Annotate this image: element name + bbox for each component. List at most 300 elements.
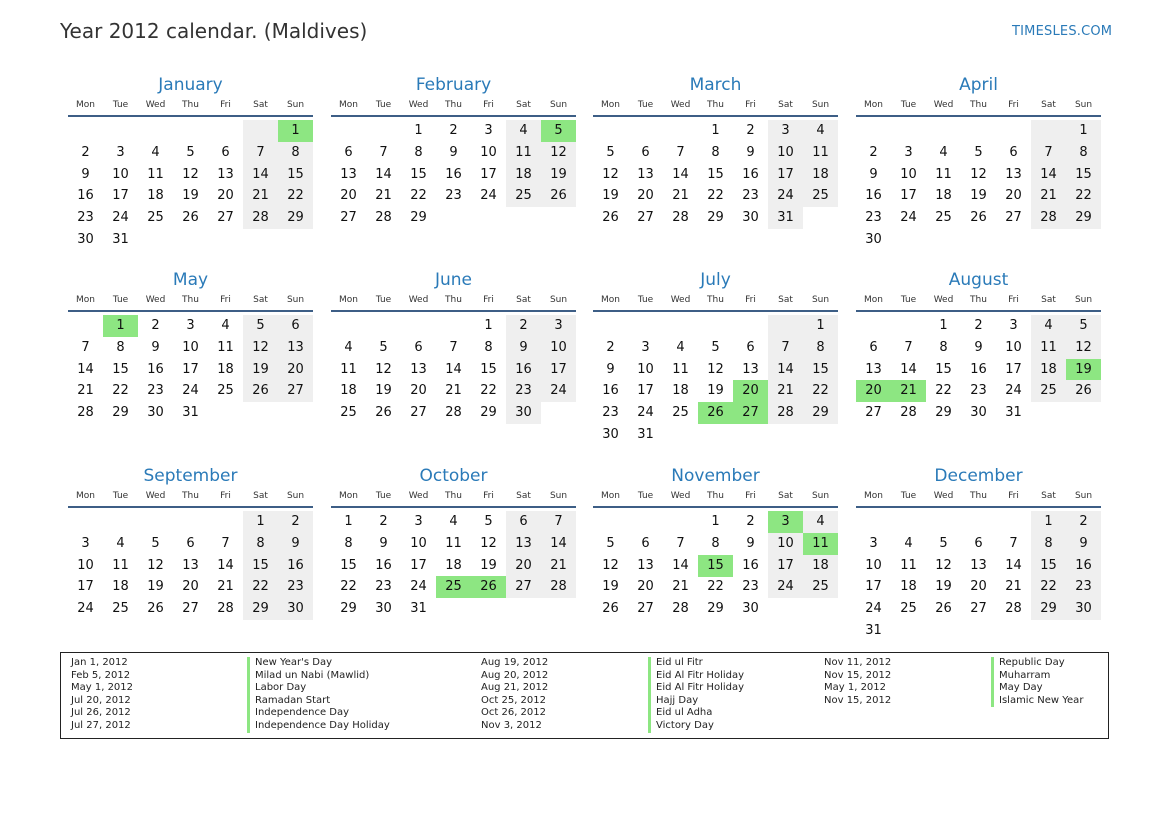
day-cell: 6 [186,535,195,551]
day-cell: 9 [1066,533,1101,555]
day-cell: 9 [379,535,388,551]
day-cell: 2 [746,514,755,529]
weekday-label: Fri [220,100,231,110]
weekday-header [68,100,313,112]
weekday-header [68,491,313,503]
day-cell: 30 [742,601,759,617]
day-cell: 21 [243,185,278,207]
day-cell: 9 [449,144,458,160]
day-cell: 3 [541,315,576,337]
day-cell: 21 [217,579,234,595]
holiday-day-cell: 11 [803,533,838,555]
day-cell: 2 [449,123,458,138]
month-title: October [419,466,488,486]
day-cell: 5 [939,535,948,551]
month-divider [593,310,838,312]
day-cell: 27 [506,576,541,598]
day-cell: 9 [151,339,160,355]
day-cell: 24 [768,185,803,207]
legend-names-column [247,657,390,733]
day-cell: 21 [77,383,94,399]
day-cell: 18 [935,188,952,204]
holiday-day-cell: 25 [436,576,471,598]
day-cell: 3 [484,123,493,138]
day-cell: 8 [1066,142,1101,164]
day-cell: 11 [506,142,541,164]
weekday-header [331,491,576,503]
day-cell: 7 [243,142,278,164]
day-cell: 21 [1005,579,1022,595]
day-cell: 21 [672,579,689,595]
weekday-label: Mon [601,491,620,501]
day-cell: 11 [935,166,952,182]
day-cell: 20 [637,579,654,595]
month-divider [331,310,576,312]
holiday-date: Aug 21, 2012 [481,682,549,694]
day-cell: 14 [217,557,234,573]
day-cell: 22 [935,383,952,399]
weekday-label: Mon [76,295,95,305]
legend-names-column [648,657,744,733]
weekday-label: Sun [286,491,305,501]
day-cell: 29 [935,405,952,421]
day-cell: 25 [900,601,917,617]
holiday-date: Aug 20, 2012 [481,669,549,681]
day-cell: 4 [803,511,838,533]
day-cell: 20 [217,188,234,204]
day-cell: 23 [602,405,619,421]
day-cell: 17 [480,166,497,182]
holiday-name: Hajj Day [648,695,744,708]
day-cell: 5 [606,535,615,551]
weekday-label: Thu [445,295,462,305]
day-cell: 18 [1031,359,1066,381]
day-cell: 25 [147,210,164,226]
holiday-date: Jul 20, 2012 [71,694,131,706]
weekday-label: Fri [483,100,494,110]
day-cell: 27 [1005,210,1022,226]
day-cell: 18 [147,188,164,204]
day-cell: 7 [676,535,685,551]
day-cell: 7 [768,337,803,359]
weekday-label: Mon [864,491,883,501]
month-divider [68,115,313,117]
holiday-date: Jan 1, 2012 [71,657,128,668]
day-cell: 29 [112,405,129,421]
day-cell: 8 [116,339,125,355]
weekday-label: Sun [286,100,305,110]
day-cell: 29 [707,210,724,226]
day-cell: 12 [375,361,392,377]
day-cell: 17 [77,579,94,595]
month-title: May [172,270,209,290]
empty-weekend-cell [243,120,278,142]
holiday-name: Eid ul Fitr [648,657,744,670]
weekday-label: Thu [445,100,462,110]
day-cell: 27 [278,380,313,402]
site-link[interactable]: TIMESLES.COM [1012,24,1113,39]
day-cell: 20 [182,579,199,595]
day-cell: 16 [278,555,313,577]
holiday-name: Eid Al Fitr Holiday [648,670,744,683]
weekday-label: Tue [637,100,654,110]
holiday-date: Aug 19, 2012 [481,657,549,668]
holiday-date: Nov 15, 2012 [824,669,892,681]
day-cell: 10 [410,535,427,551]
month-title: August [948,270,1009,290]
day-cell: 2 [151,318,160,333]
day-cell: 8 [711,144,720,160]
holiday-date: Oct 25, 2012 [481,694,546,706]
day-cell: 2 [506,315,541,337]
day-cell: 12 [935,557,952,573]
day-cell: 5 [974,144,983,160]
day-cell: 3 [904,144,913,160]
holiday-date: Jul 26, 2012 [71,707,131,719]
day-cell: 24 [1005,383,1022,399]
day-cell: 18 [445,557,462,573]
weekday-label: Fri [745,100,756,110]
month-divider [68,310,313,312]
holiday-name: Islamic New Year [991,695,1083,708]
day-cell: 30 [506,402,541,424]
weekday-label: Tue [112,100,129,110]
weekday-label: Tue [112,295,129,305]
weekday-label: Sun [549,491,568,501]
day-cell: 1 [1066,120,1101,142]
day-cell: 20 [340,188,357,204]
day-cell: 5 [1066,315,1101,337]
day-cell: 13 [970,557,987,573]
day-cell: 26 [1066,380,1101,402]
day-cell: 23 [865,210,882,226]
weekday-label: Wed [933,295,954,305]
day-cell: 19 [243,359,278,381]
day-cell: 7 [904,339,913,355]
day-cell: 2 [81,144,90,160]
day-cell: 30 [375,601,392,617]
day-cell: 6 [344,144,353,160]
day-cell: 18 [900,579,917,595]
day-cell: 9 [869,166,878,182]
month-divider [856,115,1101,117]
day-cell: 26 [935,601,952,617]
holiday-date: May 1, 2012 [71,682,134,694]
day-cell: 27 [410,405,427,421]
weekday-label: Sat [516,100,531,110]
weekday-label: Sun [1074,100,1093,110]
month-divider [856,310,1101,312]
day-cell: 17 [1005,361,1022,377]
day-cell: 12 [182,166,199,182]
day-cell: 8 [803,337,838,359]
day-cell: 15 [707,166,724,182]
holiday-day-cell: 15 [698,555,733,577]
day-cell: 10 [1005,339,1022,355]
month-divider [856,506,1101,508]
weekday-label: Mon [601,100,620,110]
day-cell: 11 [1031,337,1066,359]
holiday-name: Muharram [991,670,1083,683]
day-cell: 17 [410,557,427,573]
day-cell: 28 [1005,601,1022,617]
weekday-label: Thu [182,295,199,305]
weekday-label: Tue [375,100,392,110]
day-cell: 19 [147,579,164,595]
weekday-label: Fri [1008,491,1019,501]
day-cell: 7 [1031,142,1066,164]
day-cell: 15 [935,361,952,377]
holiday-day-cell: 1 [103,315,138,337]
weekday-header [593,100,838,112]
month-title: February [415,75,492,95]
day-cell: 15 [480,361,497,377]
day-cell: 22 [340,579,357,595]
month-title: March [689,75,742,95]
weekday-label: Fri [745,295,756,305]
day-cell: 24 [77,601,94,617]
holiday-name: Victory Day [648,720,744,733]
weekday-label: Sun [549,100,568,110]
day-cell: 16 [742,557,759,573]
day-cell: 29 [1066,207,1101,229]
day-cell: 19 [602,579,619,595]
month-title: September [143,466,238,486]
day-cell: 6 [1009,144,1018,160]
weekday-label: Fri [1008,295,1019,305]
day-cell: 12 [1066,337,1101,359]
weekday-label: Tue [637,491,654,501]
weekday-label: Thu [970,295,987,305]
day-cell: 11 [112,557,129,573]
day-cell: 12 [243,337,278,359]
day-cell: 31 [637,427,654,442]
day-cell: 24 [900,210,917,226]
weekday-label: Sat [516,491,531,501]
day-cell: 10 [541,337,576,359]
day-cell: 27 [970,601,987,617]
holiday-name: Ramadan Start [247,695,390,708]
holiday-name: Eid ul Adha [648,707,744,720]
day-cell: 23 [742,579,759,595]
month-title: July [700,270,731,290]
day-cell: 29 [803,402,838,424]
day-cell: 13 [865,361,882,377]
day-cell: 23 [77,210,94,226]
day-cell: 15 [1066,164,1101,186]
weekday-label: Tue [900,295,917,305]
day-cell: 22 [803,380,838,402]
day-cell: 6 [278,315,313,337]
day-cell: 10 [768,533,803,555]
day-cell: 9 [746,535,755,551]
day-cell: 28 [900,405,917,421]
weekday-label: Wed [670,100,691,110]
day-cell: 13 [742,361,759,377]
day-cell: 12 [480,535,497,551]
day-cell: 23 [278,576,313,598]
weekday-label: Thu [182,100,199,110]
weekday-label: Mon [864,100,883,110]
day-cell: 14 [77,361,94,377]
day-cell: 25 [803,185,838,207]
weekday-label: Tue [375,491,392,501]
legend-dates-column [481,657,548,733]
day-cell: 14 [768,359,803,381]
holiday-date: Nov 11, 2012 [824,657,892,668]
day-cell: 29 [340,601,357,617]
day-cell: 20 [506,555,541,577]
weekday-label: Sat [253,295,268,305]
weekday-label: Sun [811,100,830,110]
day-cell: 26 [182,210,199,226]
day-cell: 19 [182,188,199,204]
day-cell: 11 [147,166,164,182]
weekday-label: Wed [408,491,429,501]
weekday-label: Sun [286,295,305,305]
day-cell: 11 [445,535,462,551]
day-cell: 12 [602,166,619,182]
day-cell: 4 [803,120,838,142]
day-cell: 22 [278,185,313,207]
day-cell: 5 [186,144,195,160]
day-cell: 24 [768,576,803,598]
day-cell: 1 [484,318,493,333]
day-cell: 16 [506,359,541,381]
day-cell: 5 [606,144,615,160]
day-cell: 10 [112,166,129,182]
weekday-label: Wed [145,295,166,305]
weekday-label: Fri [483,491,494,501]
day-cell: 24 [865,601,882,617]
weekday-header [593,491,838,503]
month-title: November [671,466,760,486]
day-cell: 17 [768,164,803,186]
day-cell: 15 [243,555,278,577]
day-cell: 13 [637,166,654,182]
day-cell: 31 [410,601,427,617]
day-cell: 19 [707,383,724,399]
weekday-label: Fri [483,295,494,305]
weekday-label: Thu [970,491,987,501]
day-cell: 24 [410,579,427,595]
weekday-label: Wed [933,491,954,501]
weekday-label: Mon [76,491,95,501]
day-cell: 3 [1009,318,1018,333]
day-cell: 2 [379,514,388,529]
day-cell: 4 [221,318,230,333]
day-cell: 8 [278,142,313,164]
day-cell: 28 [243,207,278,229]
weekday-label: Tue [112,491,129,501]
weekday-label: Mon [601,295,620,305]
day-cell: 6 [221,144,230,160]
weekday-header [856,491,1101,503]
day-cell: 8 [344,535,353,551]
weekday-label: Sat [516,295,531,305]
day-cell: 8 [484,339,493,355]
day-cell: 30 [278,598,313,620]
day-cell: 23 [1066,576,1101,598]
day-cell: 4 [939,144,948,160]
day-cell: 29 [243,598,278,620]
month-title: December [934,466,1023,486]
day-cell: 4 [344,339,353,355]
weekday-label: Wed [408,100,429,110]
weekday-label: Fri [220,491,231,501]
day-cell: 15 [278,164,313,186]
day-cell: 1 [939,318,948,333]
empty-weekend-cell [1031,120,1066,142]
holiday-day-cell: 26 [698,402,733,424]
weekday-label: Thu [707,100,724,110]
day-cell: 20 [410,383,427,399]
day-cell: 10 [182,339,199,355]
weekday-label: Mon [339,100,358,110]
day-cell: 6 [641,535,650,551]
day-cell: 9 [506,337,541,359]
day-cell: 14 [243,164,278,186]
day-cell: 20 [1005,188,1022,204]
day-cell: 24 [112,210,129,226]
day-cell: 20 [637,188,654,204]
holiday-name: New Year's Day [247,657,390,670]
day-cell: 7 [221,535,230,551]
day-cell: 19 [480,557,497,573]
day-cell: 23 [445,188,462,204]
day-cell: 27 [865,405,882,421]
day-cell: 22 [1031,576,1066,598]
day-cell: 7 [81,339,90,355]
day-cell: 18 [803,164,838,186]
day-cell: 11 [217,339,234,355]
day-cell: 19 [375,383,392,399]
day-cell: 21 [1031,185,1066,207]
weekday-header [68,295,313,307]
day-cell: 17 [865,579,882,595]
day-cell: 4 [116,535,125,551]
day-cell: 9 [278,533,313,555]
day-cell: 11 [672,361,689,377]
day-cell: 21 [768,380,803,402]
day-cell: 12 [147,557,164,573]
day-cell: 28 [672,210,689,226]
day-cell: 12 [541,142,576,164]
holiday-name: Eid Al Fitr Holiday [648,682,744,695]
day-cell: 9 [974,339,983,355]
day-cell: 25 [340,405,357,421]
day-cell: 4 [1031,315,1066,337]
day-cell: 29 [1031,598,1066,620]
holiday-name: Milad un Nabi (Mawlid) [247,670,390,683]
day-cell: 24 [541,380,576,402]
weekday-label: Wed [145,491,166,501]
day-cell: 1 [803,315,838,337]
day-cell: 14 [445,361,462,377]
day-cell: 6 [746,339,755,355]
day-cell: 14 [541,533,576,555]
holiday-date: May 1, 2012 [824,682,887,694]
day-cell: 13 [217,166,234,182]
day-cell: 31 [182,405,199,421]
day-cell: 17 [541,359,576,381]
holiday-day-cell: 1 [278,120,313,142]
day-cell: 15 [410,166,427,182]
day-cell: 2 [746,123,755,138]
day-cell: 17 [637,383,654,399]
weekday-label: Sun [549,295,568,305]
day-cell: 4 [449,514,458,529]
